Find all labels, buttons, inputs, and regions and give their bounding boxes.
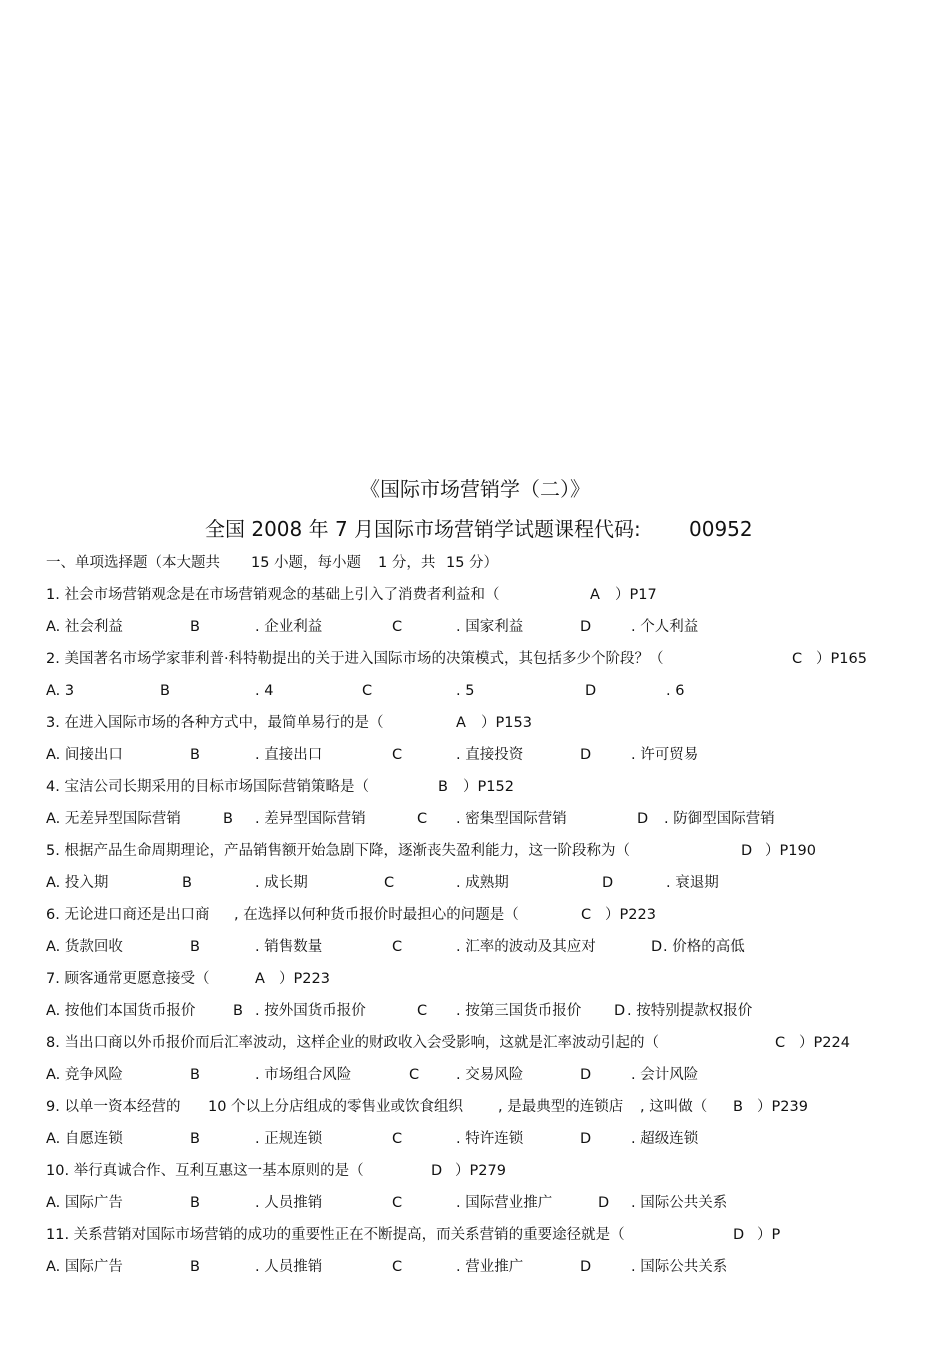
question-page-ref: ）P165 xyxy=(816,651,867,667)
question-stem: 3. 在进入国际市场的各种方式中，最简单易行的是（ xyxy=(46,715,384,731)
question-page-ref: ）P239 xyxy=(757,1099,808,1115)
question-answer: C xyxy=(581,907,592,923)
option-b: . 人员推销 xyxy=(255,1259,323,1275)
option-a: A. 国际广告 xyxy=(46,1259,123,1275)
option-b-label: B xyxy=(190,1067,200,1083)
option-d-label: D xyxy=(637,811,649,827)
option-d: . 个人利益 xyxy=(631,619,699,635)
option-c: . 直接投资 xyxy=(456,747,524,763)
option-d: . 防御型国际营销 xyxy=(664,811,775,827)
question-stem: 8. 当出口商以外币报价而后汇率波动，这样企业的财政收入会受影响，这就是汇率波动引起的（ xyxy=(46,1035,659,1051)
question-page-ref: ）P17 xyxy=(615,587,657,603)
option-c: . 国家利益 xyxy=(456,619,524,635)
option-d-label: D xyxy=(580,747,592,763)
option-b: . 销售数量 xyxy=(255,939,323,955)
option-b: . 人员推销 xyxy=(255,1195,323,1211)
option-c-label: C xyxy=(384,875,395,891)
option-c: . 特许连锁 xyxy=(456,1131,524,1147)
question-answer: B xyxy=(438,779,448,795)
question-page-ref: ）P190 xyxy=(765,843,816,859)
option-a: A. 国际广告 xyxy=(46,1195,123,1211)
question-answer: A xyxy=(590,587,600,603)
option-b: . 差异型国际营销 xyxy=(255,811,366,827)
option-c: . 交易风险 xyxy=(456,1067,524,1083)
question-stem-continued: , 在选择以何种货币报价时最担心的问题是（ xyxy=(234,907,519,923)
document-subtitle: 全国 2008 年 7 月国际市场营销学试题课程代码: xyxy=(205,517,641,541)
option-b-label: B xyxy=(182,875,192,891)
option-b: . 按外国货币报价 xyxy=(255,1003,366,1019)
section-count: 15 小题，每小题 xyxy=(251,555,362,571)
option-c-label: C xyxy=(392,939,403,955)
option-d-label: D xyxy=(602,875,614,891)
option-c-label: C xyxy=(417,811,428,827)
option-c: . 汇率的波动及其应对 xyxy=(456,939,596,955)
question-stem: 9. 以单一资本经营的 xyxy=(46,1099,181,1115)
option-d: . 衰退期 xyxy=(666,875,719,891)
question-stem: 2. 美国著名市场学家菲利普·科特勒提出的关于进入国际市场的决策模式，其包括多少个阶段？（ xyxy=(46,651,664,667)
option-b-label: B xyxy=(190,1259,200,1275)
option-a: A. 按他们本国货币报价 xyxy=(46,1003,196,1019)
option-b: . 正规连锁 xyxy=(255,1131,323,1147)
option-c: . 成熟期 xyxy=(456,875,509,891)
option-d-label: D xyxy=(651,939,663,955)
option-c-label: C xyxy=(392,619,403,635)
question-stem-continued: , 这叫做（ xyxy=(640,1099,708,1115)
option-c-label: C xyxy=(392,747,403,763)
option-d: . 国际公共关系 xyxy=(631,1259,728,1275)
option-d: . 超级连锁 xyxy=(631,1131,699,1147)
option-d: . 许可贸易 xyxy=(631,747,699,763)
option-d: . 价格的高低 xyxy=(663,939,745,955)
option-d-label: D xyxy=(585,683,597,699)
option-a: A. 竞争风险 xyxy=(46,1067,123,1083)
option-d-label: D xyxy=(598,1195,610,1211)
option-b: . 直接出口 xyxy=(255,747,323,763)
question-stem: 11. 关系营销对国际市场营销的成功的重要性正在不断提高，而关系营销的重要途径就是（ xyxy=(46,1227,625,1243)
question-page-ref: ）P223 xyxy=(279,971,330,987)
option-d: . 国际公共关系 xyxy=(631,1195,728,1211)
option-d-label: D xyxy=(614,1003,626,1019)
question-page-ref: ）P xyxy=(757,1227,781,1243)
option-b-label: B xyxy=(190,1195,200,1211)
option-b-label: B xyxy=(190,939,200,955)
question-page-ref: ）P223 xyxy=(605,907,656,923)
option-d-label: D xyxy=(580,619,592,635)
option-b-label: B xyxy=(223,811,233,827)
question-stem: 5. 根据产品生命周期理论，产品销售额开始急剧下降，逐渐丧失盈利能力，这一阶段称为（ xyxy=(46,843,630,859)
option-a: A. 社会利益 xyxy=(46,619,123,635)
option-b-label: B xyxy=(190,619,200,635)
question-stem: 6. 无论进口商还是出口商 xyxy=(46,907,210,923)
question-page-ref: ）P153 xyxy=(481,715,532,731)
option-c: . 按第三国货币报价 xyxy=(456,1003,582,1019)
question-stem: 1. 社会市场营销观念是在市场营销观念的基础上引入了消费者利益和（ xyxy=(46,587,500,603)
option-a: A. 货款回收 xyxy=(46,939,123,955)
option-a: A. 间接出口 xyxy=(46,747,123,763)
question-answer: B xyxy=(733,1099,743,1115)
option-b: . 企业利益 xyxy=(255,619,323,635)
question-page-ref: ）P152 xyxy=(463,779,514,795)
option-c: . 营业推广 xyxy=(456,1259,524,1275)
question-page-ref: ）P279 xyxy=(455,1163,506,1179)
section-heading: 一、单项选择题（本大题共 xyxy=(46,555,220,571)
question-answer: C xyxy=(792,651,803,667)
option-d: . 6 xyxy=(666,683,685,699)
option-b-label: B xyxy=(190,1131,200,1147)
question-answer: A xyxy=(456,715,466,731)
option-c-label: C xyxy=(409,1067,420,1083)
option-b-label: B xyxy=(190,747,200,763)
option-b: . 4 xyxy=(255,683,274,699)
option-b: . 成长期 xyxy=(255,875,308,891)
option-d: . 按特别提款权报价 xyxy=(627,1003,753,1019)
option-c-label: C xyxy=(417,1003,428,1019)
option-d-label: D xyxy=(580,1259,592,1275)
option-a: A. 无差异型国际营销 xyxy=(46,811,181,827)
question-stem: 10. 举行真诚合作、互利互惠这一基本原则的是（ xyxy=(46,1163,364,1179)
option-b-label: B xyxy=(233,1003,243,1019)
question-stem-continued: 10 个以上分店组成的零售业或饮食组织 xyxy=(208,1099,464,1115)
option-c-label: C xyxy=(392,1195,403,1211)
question-stem: 7. 顾客通常更愿意接受（ xyxy=(46,971,210,987)
document-title: 《国际市场营销学（二）》 xyxy=(360,477,590,501)
question-page-ref: ）P224 xyxy=(799,1035,850,1051)
option-a: A. 自愿连锁 xyxy=(46,1131,123,1147)
question-answer: D xyxy=(741,843,753,859)
section-total: 15 分） xyxy=(446,555,499,571)
option-a: A. 3 xyxy=(46,683,75,699)
option-c: . 国际营业推广 xyxy=(456,1195,553,1211)
document-subtitle-line xyxy=(205,516,753,542)
option-c: . 密集型国际营销 xyxy=(456,811,567,827)
question-answer: D xyxy=(431,1163,443,1179)
question-answer: C xyxy=(775,1035,786,1051)
option-c-label: C xyxy=(392,1131,403,1147)
option-b-label: B xyxy=(160,683,170,699)
option-a: A. 投入期 xyxy=(46,875,109,891)
option-d-label: D xyxy=(580,1067,592,1083)
question-stem: 4. 宝洁公司长期采用的目标市场国际营销策略是（ xyxy=(46,779,369,795)
section-points: 1 分，共 xyxy=(378,555,436,571)
question-stem-continued: , 是最典型的连锁店 xyxy=(498,1099,624,1115)
option-b: . 市场组合风险 xyxy=(255,1067,352,1083)
option-c: . 5 xyxy=(456,683,475,699)
option-d-label: D xyxy=(580,1131,592,1147)
option-c-label: C xyxy=(392,1259,403,1275)
question-answer: D xyxy=(733,1227,745,1243)
course-code: 00952 xyxy=(689,517,753,541)
question-answer: A xyxy=(255,971,265,987)
option-d: . 会计风险 xyxy=(631,1067,699,1083)
option-c-label: C xyxy=(362,683,373,699)
